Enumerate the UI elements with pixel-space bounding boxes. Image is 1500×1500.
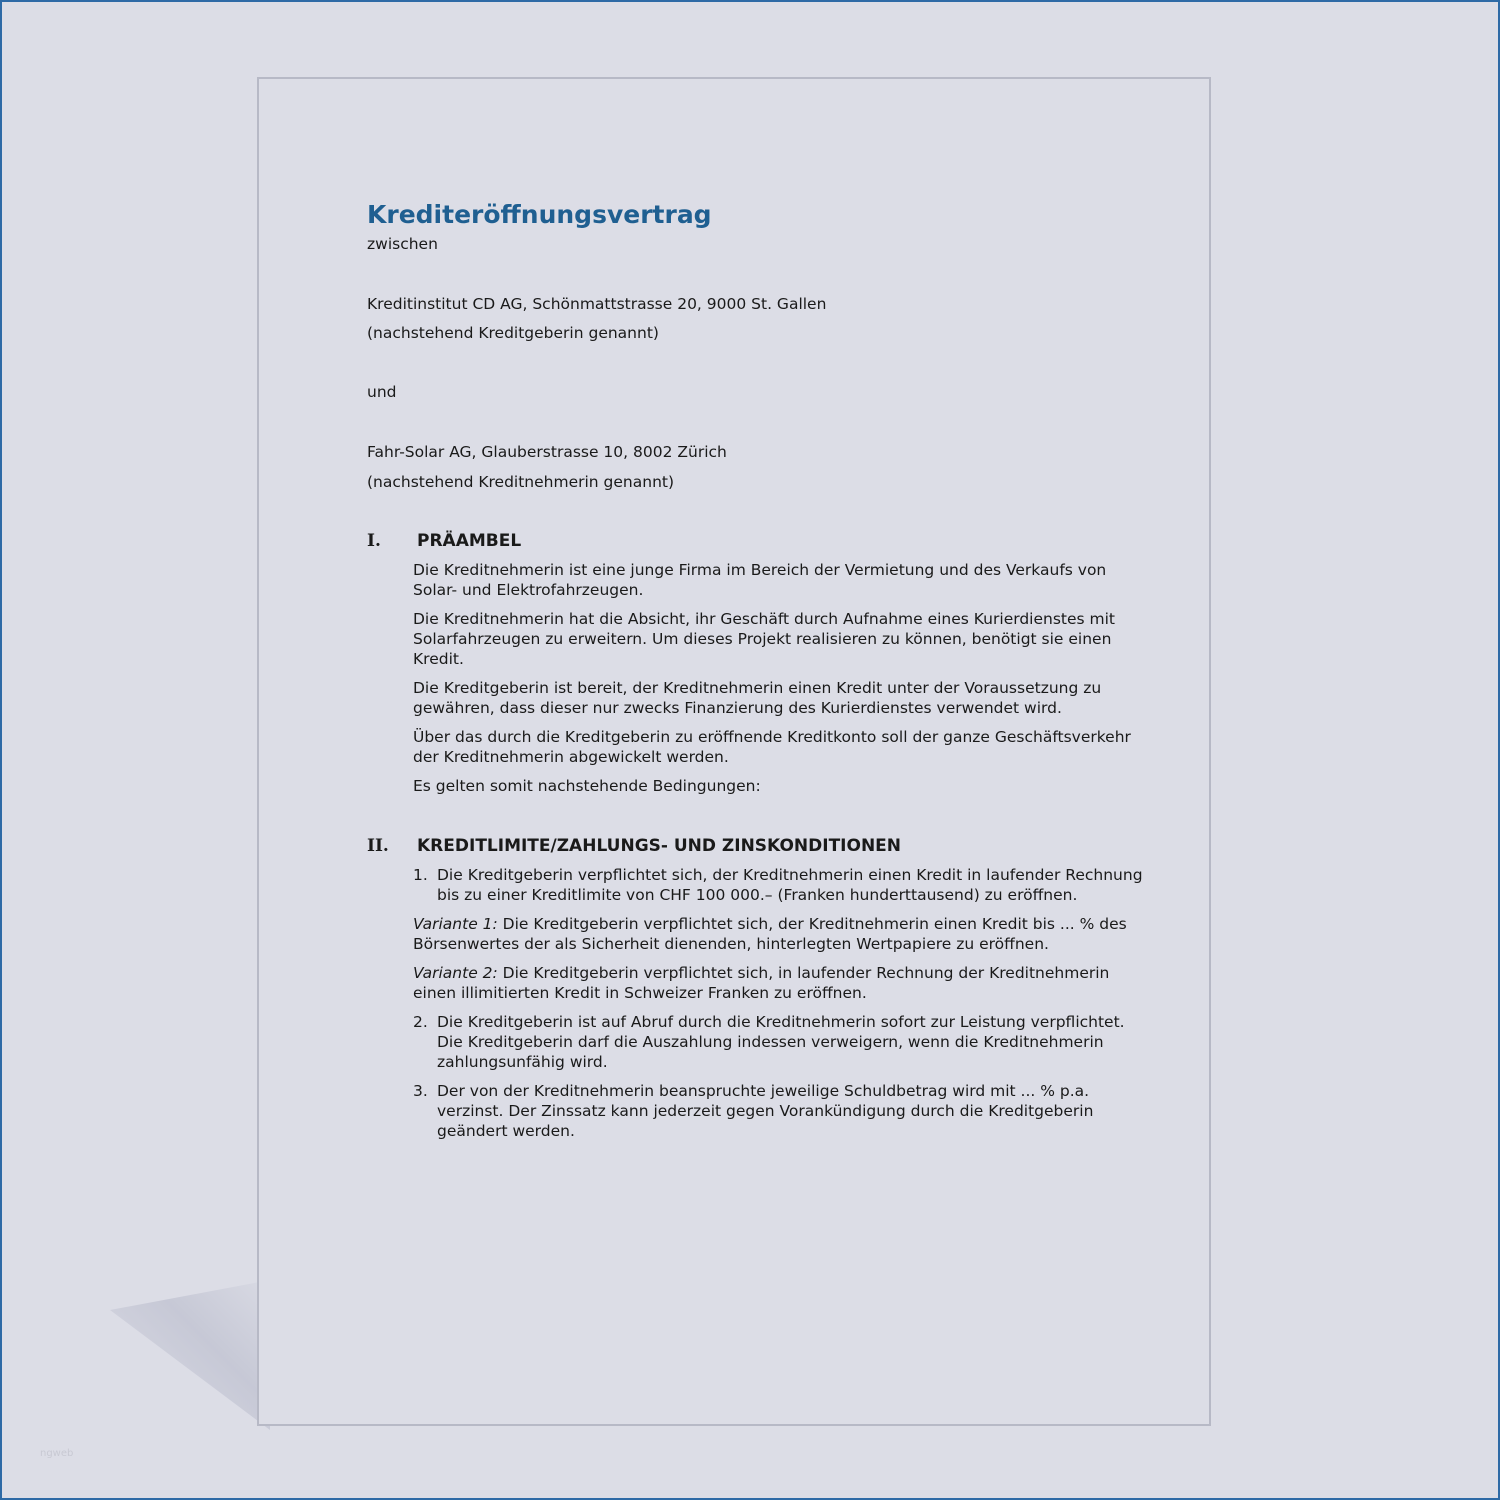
party2-role: (nachstehend Kreditnehmerin genannt) [367, 473, 675, 491]
party2-address: Fahr-Solar AG, Glauberstrasse 10, 8002 Zürich [367, 443, 727, 461]
list-item-number: 1. [413, 866, 428, 884]
list-item [413, 1012, 1147, 1072]
between-label: zwischen [367, 235, 438, 253]
section1-heading [367, 530, 1147, 552]
section1-title: PRÄAMBEL [417, 531, 522, 551]
variant-1-paragraph [413, 914, 1147, 954]
document-page [257, 77, 1211, 1426]
preamble-paragraph-1: Die Kreditnehmerin ist eine junge Firma im Bereich der Vermietung und des Verkaufs von Solar- und Elektrofahrzeugen. [413, 561, 1107, 599]
section2-heading [367, 835, 1147, 857]
watermark: ngweb [40, 1448, 74, 1459]
preamble-paragraph-5: Es gelten somit nachstehende Bedingungen: [413, 777, 761, 795]
section1-number: I. [367, 531, 381, 551]
preamble-paragraph-2: Die Kreditnehmerin hat die Absicht, ihr Geschäft durch Aufnahme eines Kurierdienstes mit Solarfahrzeugen zu erweitern. Um dieses Projekt realisieren zu können, benötigt sie einen Kredit. [413, 610, 1116, 668]
variant-2-paragraph [413, 963, 1147, 1003]
list-item [413, 865, 1147, 905]
section2-title: KREDITLIMITE/ZAHLUNGS- UND ZINSKONDITIONEN [417, 836, 902, 856]
and-label: und [367, 383, 397, 401]
document-title: Krediteröffnungsvertrag [367, 200, 712, 229]
list-item [413, 1081, 1147, 1141]
party1-address: Kreditinstitut CD AG, Schönmattstrasse 20, 9000 St. Gallen [367, 295, 827, 313]
party1-role: (nachstehend Kreditgeberin genannt) [367, 324, 659, 342]
list-item-text: Die Kreditgeberin verpflichtet sich, der Kreditnehmerin einen Kredit in laufender Rechnung bis zu einer Kreditlimite von CHF 100 000.– (Franken hunderttausend) zu eröffnen. [437, 866, 1143, 904]
list-item-number: 3. [413, 1082, 428, 1100]
list-item-text: Der von der Kreditnehmerin beanspruchte jeweilige Schuldbetrag wird mit ... % p.a. verzinst. Der Zinssatz kann jederzeit gegen Vorankündigung durch die Kreditgeberin geändert werden. [437, 1082, 1094, 1140]
preamble-paragraph-4: Über das durch die Kreditgeberin zu eröffnende Kreditkonto soll der ganze Geschäftsverkehr der Kreditnehmerin abgewickelt werden. [413, 728, 1131, 766]
variant-2-label: Variante 2: [413, 964, 498, 982]
variant-1-label: Variante 1: [413, 915, 498, 933]
variant-2-text: Die Kreditgeberin verpflichtet sich, in laufender Rechnung der Kreditnehmerin einen illimitierten Kredit in Schweizer Franken zu eröffnen. [413, 964, 1110, 1002]
variant-1-text: Die Kreditgeberin verpflichtet sich, der Kreditnehmerin einen Kredit bis ... % des Börsenwertes der als Sicherheit dienenden, hinterlegten Wertpapiere zu eröffnen. [413, 915, 1127, 953]
section2-number: II. [367, 836, 389, 856]
preamble-paragraph-3: Die Kreditgeberin ist bereit, der Kreditnehmerin einen Kredit unter der Voraussetzung zu gewähren, dass dieser nur zwecks Finanzierung des Kurierdienstes verwendet wird. [413, 679, 1102, 717]
document-content [367, 197, 1147, 1141]
list-item-text: Die Kreditgeberin ist auf Abruf durch die Kreditnehmerin sofort zur Leistung verpflichtet. Die Kreditgeberin darf die Auszahlung indessen verweigern, wenn die Kreditnehmerin zahlungsunfähig wird. [437, 1013, 1125, 1071]
list-item-number: 2. [413, 1013, 428, 1031]
